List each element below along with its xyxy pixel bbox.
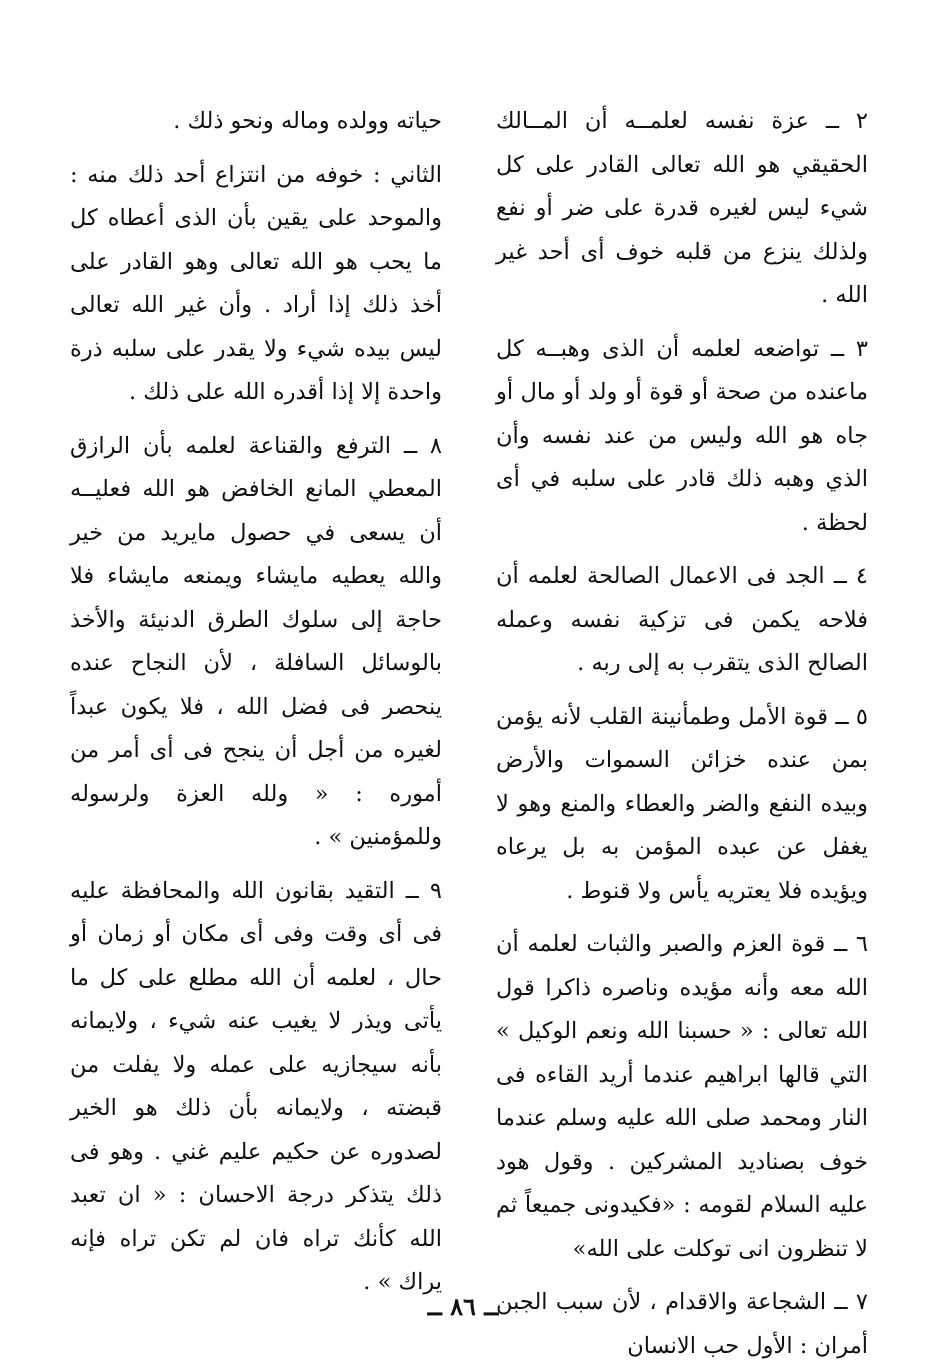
paragraph: ٦ ــ قوة العزم والصبر والثبات لعلمه أن الله معه وأنه مؤيده وناصره ذاكرا قول الله تعالى : « حسبنا الله ونعم الوكيل » التي قالها ابراهيم عندما أريد القاءه فى النار ومحمد صلى الله عليه وسلم عندما خوف بصناديد المشركين . وقول هود عليه السلام لقومه : «فكيدونى جميعاً ثم لا تنظرون انى توكلت على الله» <box>496 931 868 1262</box>
left-column <box>70 100 442 1300</box>
paragraph: ٧ ــ الشجاعة والاقدام ، لأن سبب الجبن أمران : الأول حب الانسان <box>496 1289 868 1359</box>
paragraph: حياته وولده وماله ونحو ذلك . <box>173 108 442 134</box>
paragraph: ٨ ــ الترفع والقناعة لعلمه بأن الرازق المعطي المانع الخافض هو الله فعليــه أن يسعى في حصول مايريد من خير والله يعطيه مايشاء ويمنعه مايشاء فلا حاجة إلى سلوك الطرق الدنيئة والأخذ بالوسائل السافلة ، لأن النجاح عنده ينحصر فى فضل الله ، فلا يكون عبداً لغيره من أجل أن ينجح فى أى أمر من أموره : « ولله العزة ولرسوله وللمؤمنين » . <box>70 432 442 850</box>
paragraph: ٩ ــ التقيد بقانون الله والمحافظة عليه فى أى وقت وفى أى مكان أو زمان أو حال ، لعلمه أن الله مطلع على كل ما يأتى ويذر لا يغيب عنه شيء ، ولايمانه بأنه سيجازيه على عمله ولا يفلت من قبضته ، ولايمانه بأن ذلك هو الخير لصدوره عن حكيم عليم غني . وهو فى ذلك يتذكر درجة الاحسان : « ان تعبد الله كأنك تراه فان لم تكن تراه فإنه يراك » . <box>70 877 442 1295</box>
page-number: ــ ٨٦ ــ <box>427 1292 499 1321</box>
paragraph: ٢ ــ عزة نفسه لعلمــه أن المــالك الحقيقي هو الله تعالى القادر على كل شيء ليس لغيره قدرة على ضر أو نفع ولذلك ينزع من قلبه خوف أى أحد غير الله . <box>496 108 868 308</box>
right-column <box>496 100 868 1359</box>
paragraph: ٥ ــ قوة الأمل وطمأنينة القلب لأنه يؤمن بمن عنده خزائن السموات والأرض وبيده النفع والضر والعطاء والمنع وهو لا يغفل عن عبده المؤمن به بل يرعاه ويؤيده فلا يعتريه يأس ولا قنوط . <box>496 703 868 904</box>
paragraph: ٣ ــ تواضعه لعلمه أن الذى وهبــه كل ماعنده من صحة أو قوة أو ولد أو مال أو جاه هو الله وليس من عند نفسه وأن الذي وهبه ذلك قادر على سلبه في أى لحظة . <box>496 335 868 536</box>
paragraph: ٤ ــ الجد فى الاعمال الصالحة لعلمه أن فلاحه يكمن فى تزكية نفسه وعمله الصالح الذى يتقرب به إلى ربه . <box>496 563 868 676</box>
paragraph: الثاني : خوفه من انتزاع أحد ذلك منه : والموحد على يقين بأن الذى أعطاه كل ما يحب هو الله تعالى وهو القادر على أخذ ذلك إذا أراد . وأن غير الله تعالى ليس بيده شيء ولا يقدر على سلبه ذرة واحدة إلا إذا أقدره الله على ذلك . <box>70 161 442 405</box>
